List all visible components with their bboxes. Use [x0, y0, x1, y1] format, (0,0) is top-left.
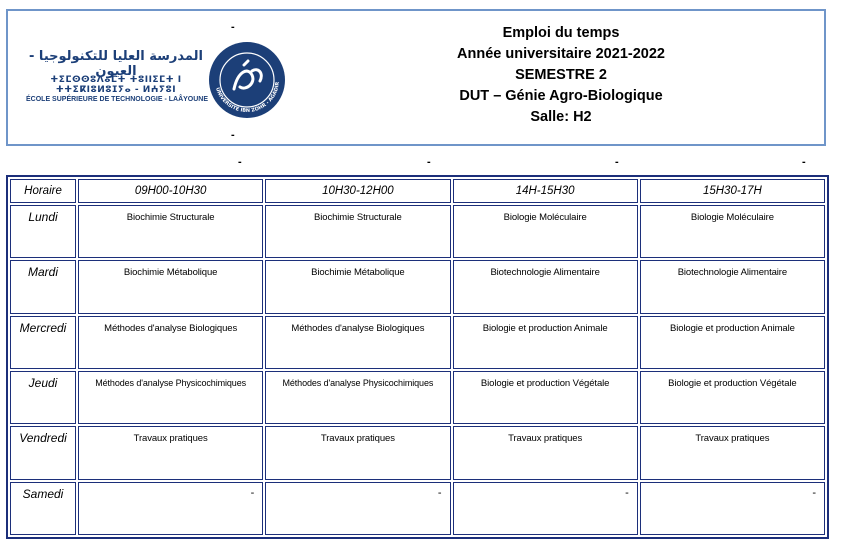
session-cell: Méthodes d'analyse Biologiques [78, 316, 263, 369]
header-box [6, 9, 826, 146]
header-dash-bottom: - [231, 129, 235, 141]
school-logo [26, 41, 288, 121]
institution-arabic-name: المدرسة العليا للتكنولوجيا - العيون [29, 49, 203, 79]
session-cell: - [640, 482, 825, 535]
day-label: Lundi [10, 205, 76, 258]
institution-tifinagh-name: ⵜⵉⵎⵙⵙⵓⴷⴰⵎⵜ ⵜⵓⵏⵏⵉⵎⵜ ⵏ ⵜⵜⵉⴽⵏⵓⵍⵓⵊⵢⴰ - ⵍⵄⵢⵓⵏ [50, 75, 182, 95]
title-line: Salle: H2 [530, 109, 592, 125]
title-line: Emploi du temps [502, 25, 620, 41]
session-cell: Biologie Moléculaire [453, 205, 638, 258]
time-slot-header: 15H30-17H [640, 179, 825, 203]
time-slot-header: 09H00-10H30 [78, 179, 263, 203]
document-title [428, 23, 694, 128]
time-slot-header: 14H-15H30 [453, 179, 638, 203]
university-seal-icon [208, 41, 286, 119]
session-cell: Biologie Moléculaire [640, 205, 825, 258]
session-cell: Travaux pratiques [78, 426, 263, 479]
session-cell: Biochimie Structurale [265, 205, 450, 258]
header-dash-top: - [231, 21, 235, 33]
separator-dash: - [802, 156, 806, 168]
day-label: Mardi [10, 260, 76, 313]
title-line: SEMESTRE 2 [515, 67, 607, 83]
session-cell: Biotechnologie Alimentaire [640, 260, 825, 313]
day-label: Mercredi [10, 316, 76, 369]
session-cell: Méthodes d'analyse Biologiques [265, 316, 450, 369]
session-cell: Biologie et production Végétale [453, 371, 638, 424]
corner-label: Horaire [10, 179, 76, 203]
seal-text: UNIVERSITÉ IBN ZOHR - AGADIR [214, 81, 281, 115]
session-cell: - [453, 482, 638, 535]
session-cell: Méthodes d'analyse Physicochimiques [265, 371, 450, 424]
session-cell: Méthodes d'analyse Physicochimiques [78, 371, 263, 424]
separator-dash: - [615, 156, 619, 168]
table-row [10, 482, 825, 535]
table-row [10, 371, 825, 424]
session-cell: Biologie et production Végétale [640, 371, 825, 424]
session-cell: Travaux pratiques [453, 426, 638, 479]
session-cell: Travaux pratiques [265, 426, 450, 479]
timetable-header-row [10, 179, 825, 203]
table-row [10, 205, 825, 258]
timetable [6, 175, 829, 539]
session-cell: Biochimie Métabolique [265, 260, 450, 313]
day-label: Jeudi [10, 371, 76, 424]
session-cell: - [265, 482, 450, 535]
time-slot-header: 10H30-12H00 [265, 179, 450, 203]
table-row [10, 260, 825, 313]
table-row [10, 316, 825, 369]
title-line: Année universitaire 2021-2022 [457, 46, 665, 62]
session-cell: Biochimie Métabolique [78, 260, 263, 313]
session-cell: Biochimie Structurale [78, 205, 263, 258]
separator-dash: - [427, 156, 431, 168]
session-cell: Biotechnologie Alimentaire [453, 260, 638, 313]
title-line: DUT – Génie Agro-Biologique [459, 88, 663, 104]
table-row [10, 426, 825, 479]
day-label: Vendredi [10, 426, 76, 479]
session-cell: Biologie et production Animale [453, 316, 638, 369]
session-cell: - [78, 482, 263, 535]
session-cell: Biologie et production Animale [640, 316, 825, 369]
separator-dash: - [238, 156, 242, 168]
day-label: Samedi [10, 482, 76, 535]
session-cell: Travaux pratiques [640, 426, 825, 479]
institution-french-name: ÉCOLE SUPÉRIEURE DE TECHNOLOGIE - LAÂYOUNE [26, 96, 209, 103]
